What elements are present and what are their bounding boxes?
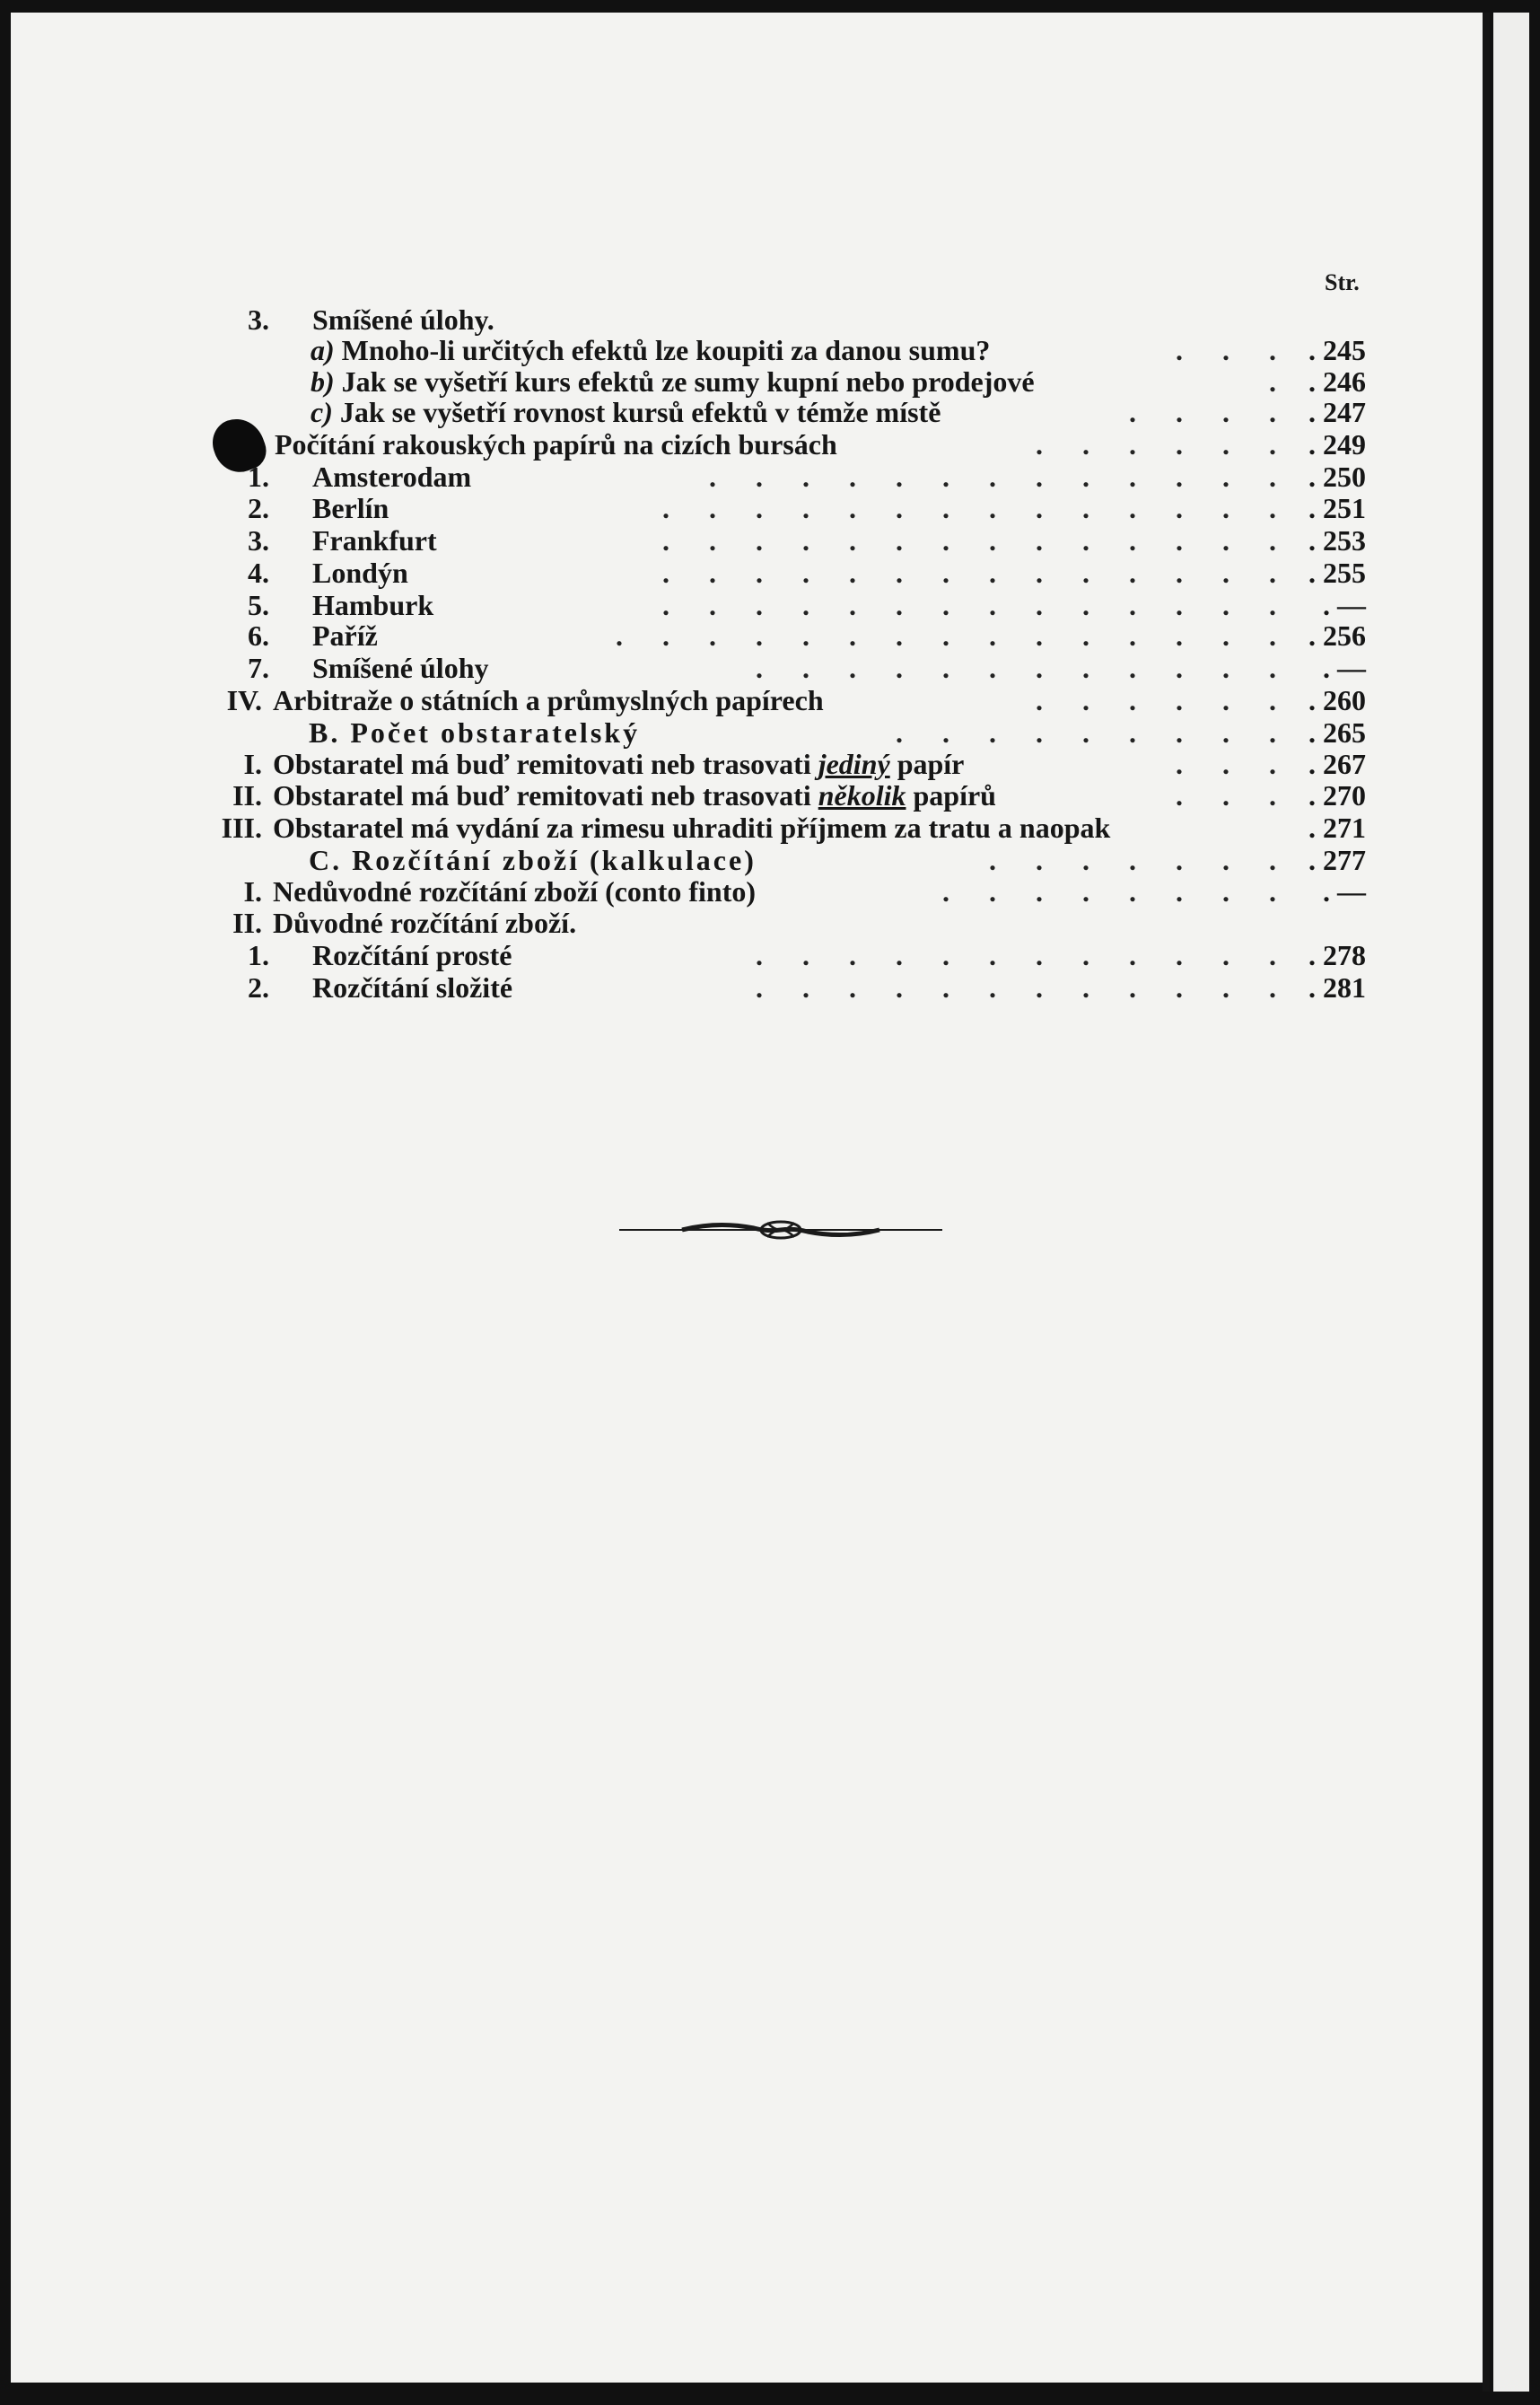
toc-entry-text: Rozčítání prosté	[312, 939, 512, 971]
toc-entry-number: 6.	[248, 619, 269, 652]
toc-entry-text: Londýn	[312, 557, 408, 589]
toc-entry	[0, 365, 1472, 398]
toc-entry	[0, 428, 1472, 461]
toc-entry	[0, 812, 1472, 844]
toc-entry-page: . 251	[1308, 492, 1366, 524]
toc-entry-number: 5.	[248, 589, 269, 621]
toc-entry	[0, 939, 1472, 971]
toc-entry-title	[312, 492, 389, 524]
toc-entry-title	[312, 939, 512, 971]
toc-entry	[0, 619, 1472, 652]
toc-entry-page: . 267	[1308, 748, 1366, 780]
toc-entry	[0, 971, 1472, 1004]
toc-entry	[0, 461, 1472, 493]
toc-entry-title	[273, 907, 576, 939]
toc-entry-page: . 260	[1308, 684, 1366, 716]
toc-entry-page: . 277	[1308, 844, 1366, 876]
toc-entry-subletter: b)	[311, 365, 335, 398]
toc-entry-page: . —	[1323, 875, 1366, 908]
toc-leader-dots: . . . . . . . . . . . . . .	[662, 524, 1292, 557]
toc-entry-tail: papír	[897, 748, 965, 780]
toc-entry-number: 3.	[248, 524, 269, 557]
toc-entry-number: 4.	[248, 557, 269, 589]
toc-entry-emphasis: několik	[818, 779, 906, 812]
page-column-label: Str.	[1325, 269, 1360, 295]
toc-entry-page: . 246	[1308, 365, 1366, 398]
toc-entry	[0, 748, 1472, 780]
toc-entry-text: Obstaratel má vydání za rimesu uhraditi příjmem za tratu a naopak	[273, 812, 1111, 844]
toc-entry-number: 2.	[248, 492, 269, 524]
end-ornament-icon	[619, 1212, 942, 1248]
toc-entry-text: Mnoho-li určitých efektů lze koupiti za danou sumu?	[341, 334, 991, 366]
toc-entry-title	[273, 812, 1110, 844]
toc-entry	[0, 684, 1472, 716]
toc-entry-text: Amsterodam	[312, 461, 472, 493]
toc-leader-dots: . . . . . .	[1036, 428, 1292, 461]
toc-entry-title	[312, 652, 488, 684]
toc-entry	[0, 652, 1472, 684]
toc-entry	[0, 334, 1472, 366]
toc-entry-number: II.	[232, 779, 262, 812]
toc-leader-dots: . . . . . . . . . . . .	[756, 971, 1292, 1004]
toc-leader-dots: .	[1269, 365, 1292, 398]
toc-entry-text: Berlín	[312, 492, 389, 524]
toc-entry-title	[312, 971, 512, 1004]
toc-leader-dots: . . .	[1176, 748, 1292, 780]
toc-entry-page: . 250	[1308, 461, 1366, 493]
toc-entry-page: . 256	[1308, 619, 1366, 652]
toc-entry-text: Jak se vyšetří rovnost kursů efektů v témže místě	[339, 396, 941, 428]
toc-entry-text: C. Rozčítání zboží (kalkulace)	[309, 844, 757, 876]
toc-entry-title	[312, 303, 494, 336]
toc-entry	[0, 492, 1472, 524]
toc-entry-number: 1.	[248, 939, 269, 971]
toc-entry-emphasis: jediný	[818, 748, 890, 780]
toc-entry-title	[273, 875, 756, 908]
toc-entry-subletter: c)	[311, 396, 333, 428]
toc-entry-text: Obstaratel má buď remitovati neb trasovati	[273, 779, 811, 812]
toc-entry-page: . —	[1323, 652, 1366, 684]
toc-entry-page: . 245	[1308, 334, 1366, 366]
toc-entry-title	[309, 844, 757, 876]
toc-entry-title	[311, 396, 941, 428]
toc-leader-dots: . . . . . . . .	[942, 875, 1292, 908]
toc-leader-dots: . . . . . . . . . . . .	[756, 652, 1292, 684]
toc-leader-dots: . . . . . . . . . . . . . .	[662, 492, 1292, 524]
toc-entry-title	[311, 334, 990, 366]
toc-entry-page: . 265	[1308, 716, 1366, 749]
toc-entry-text: Nedůvodné rozčítání zboží (conto finto)	[273, 875, 757, 908]
toc-entry-page: . 253	[1308, 524, 1366, 557]
toc-entry-number: I.	[243, 748, 262, 780]
toc-entry-title	[312, 557, 408, 589]
toc-entry-number: 3.	[248, 303, 269, 336]
toc-leader-dots: . . . . . . . . . . . .	[756, 939, 1292, 971]
toc-leader-dots: . . . . . . . . . . . . . .	[662, 557, 1292, 589]
toc-entry-text: Důvodné rozčítání zboží.	[273, 907, 577, 939]
toc-entry-text: Počítání rakouských papírů na cizích bursách	[275, 428, 837, 461]
toc-entry-number: IV.	[226, 684, 262, 716]
toc-entry	[0, 779, 1472, 812]
toc-entry-title	[275, 428, 837, 461]
toc-entry-text: Paříž	[312, 619, 378, 652]
toc-leader-dots: . . .	[1176, 779, 1292, 812]
toc-leader-dots: . . . . . . . . . . . . . .	[662, 589, 1292, 621]
toc-entry-text: Obstaratel má buď remitovati neb trasovati	[273, 748, 811, 780]
toc-entry	[0, 589, 1472, 621]
toc-entry-title	[312, 524, 437, 557]
toc-entry-subletter: a)	[311, 334, 335, 366]
toc-leader-dots: . . . . . .	[1036, 684, 1292, 716]
toc-entry-number: III.	[221, 812, 262, 844]
toc-entry-text: Smíšené úlohy	[312, 652, 489, 684]
toc-entry-page: . 271	[1308, 812, 1366, 844]
toc-entry-page: . 270	[1308, 779, 1366, 812]
toc-entry	[0, 875, 1472, 908]
toc-entry	[0, 303, 1472, 336]
toc-entry-title	[273, 779, 996, 812]
toc-entry-page: . 281	[1308, 971, 1366, 1004]
toc-leader-dots: . . . .	[1129, 396, 1292, 428]
toc-entry-text: Smíšené úlohy.	[312, 303, 494, 336]
toc-entry-title	[312, 461, 471, 493]
toc-entry-text: Hamburk	[312, 589, 434, 621]
toc-entry-title	[312, 619, 378, 652]
toc-leader-dots: . . . . . . . . .	[896, 716, 1292, 749]
toc-entry-title	[273, 684, 824, 716]
toc-entry-title	[273, 748, 964, 780]
toc-entry-text: B. Počet obstaratelský	[309, 716, 641, 749]
toc-leader-dots: . . . . . . . . . . . . . . .	[616, 619, 1292, 652]
toc-entry-page: . —	[1323, 589, 1366, 621]
toc-entry	[0, 907, 1472, 939]
toc-entry-text: Frankfurt	[312, 524, 437, 557]
toc-entry-text: Arbitraže o státních a průmyslných papírech	[273, 684, 824, 716]
toc-entry-number: II.	[232, 907, 262, 939]
toc-entry-title	[312, 589, 433, 621]
toc-leader-dots: . . .	[1176, 334, 1292, 366]
toc-entry	[0, 844, 1472, 876]
toc-entry-tail: papírů	[913, 779, 996, 812]
toc-entry	[0, 557, 1472, 589]
toc-entry-text: Rozčítání složité	[312, 971, 513, 1004]
toc-entry-number: I.	[243, 875, 262, 908]
toc-entry-page: . 255	[1308, 557, 1366, 589]
toc-entry-title	[309, 716, 640, 749]
toc-entry-number: 1.	[248, 461, 269, 493]
toc-leader-dots: . . . . . . . . . . . . .	[709, 461, 1292, 493]
toc-entry-number: 2.	[248, 971, 269, 1004]
toc-entry-page: . 249	[1308, 428, 1366, 461]
toc-leader-dots: . . . . . . .	[989, 844, 1292, 876]
toc-entry	[0, 716, 1472, 749]
toc-entry-number: 7.	[248, 652, 269, 684]
toc-entry-text: Jak se vyšetří kurs efektů ze sumy kupní nebo prodejové	[341, 365, 1035, 398]
toc-entry	[0, 396, 1472, 428]
toc-entry-page: . 247	[1308, 396, 1366, 428]
toc-entry	[0, 524, 1472, 557]
toc-entry-page: . 278	[1308, 939, 1366, 971]
toc-entry-title	[311, 365, 1035, 398]
